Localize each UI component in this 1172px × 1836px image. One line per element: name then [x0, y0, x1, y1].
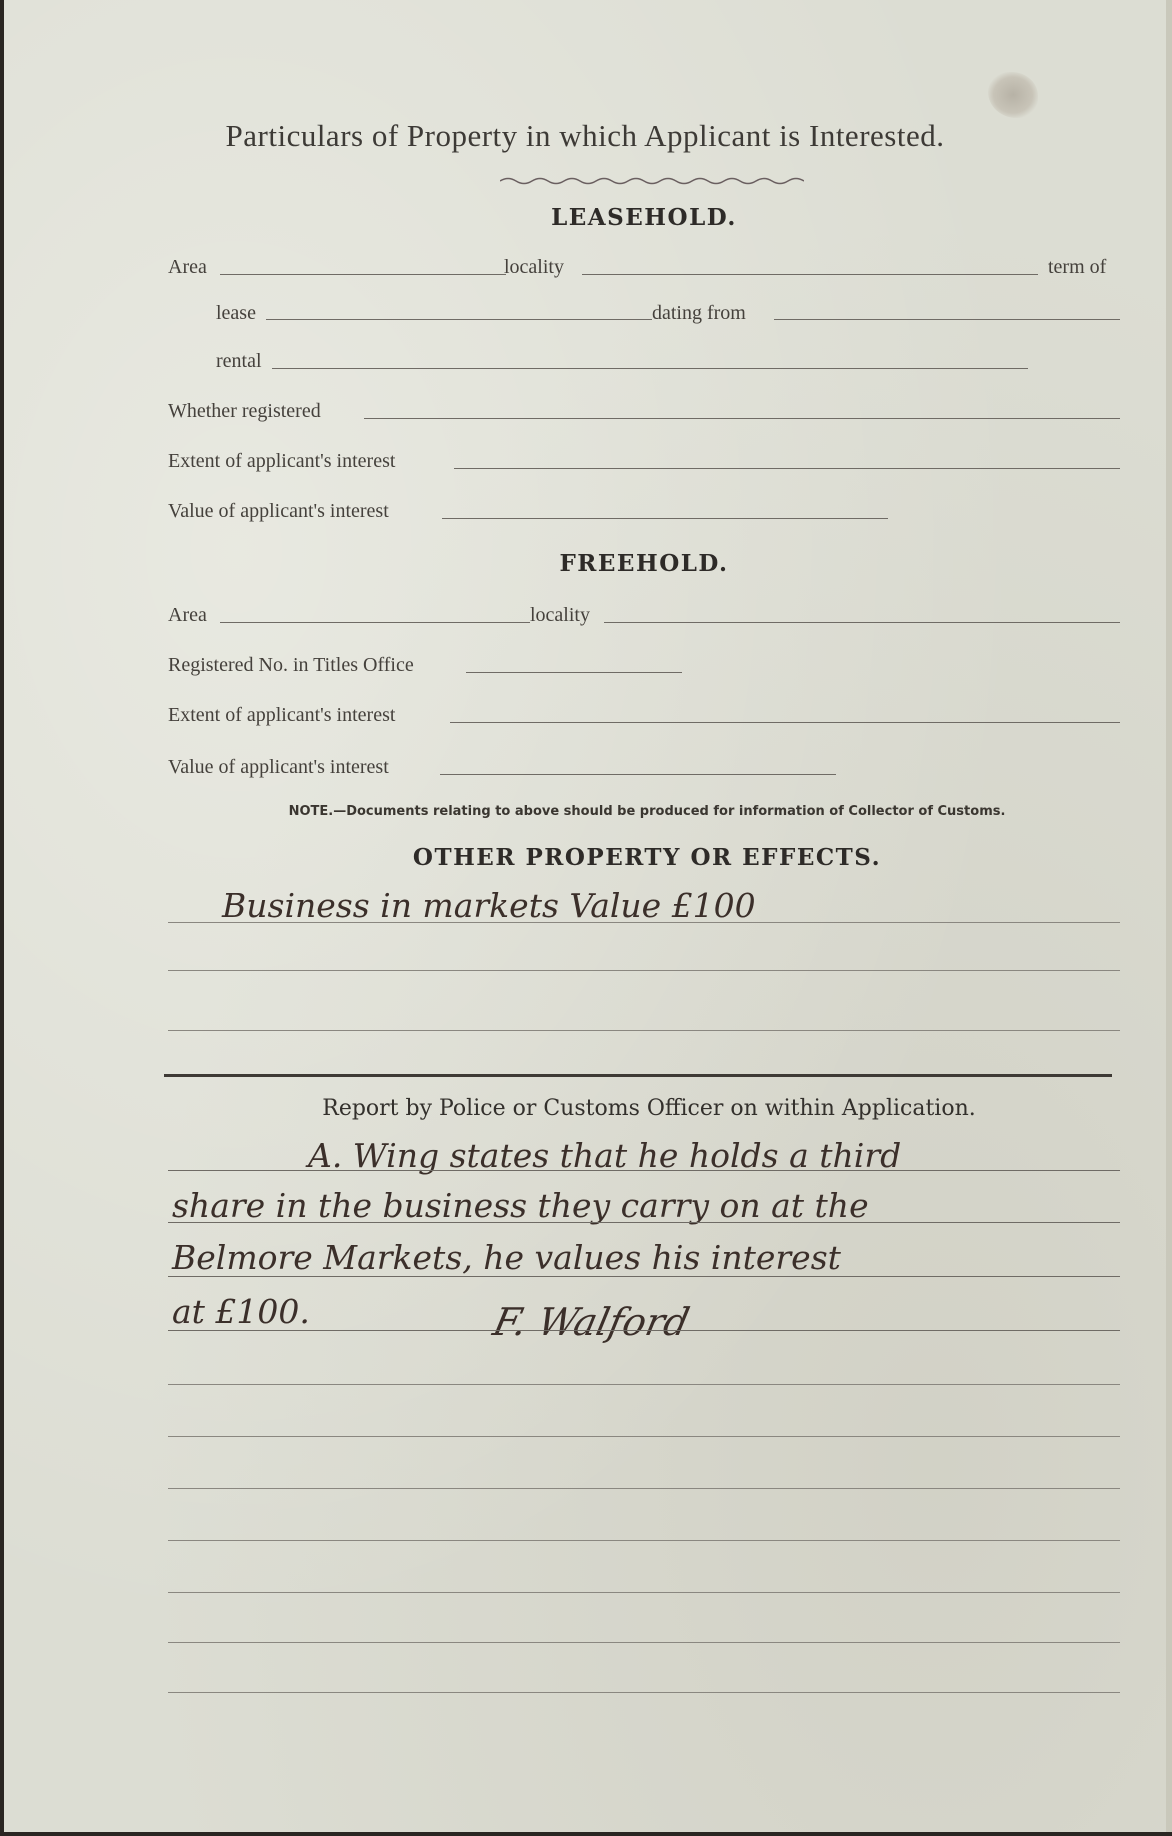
report-line-3: Belmore Markets, he values his interest — [172, 1238, 841, 1277]
report-rule-2[interactable] — [168, 1222, 1120, 1223]
other-property-line-1[interactable] — [168, 922, 1120, 923]
leasehold-locality-line[interactable] — [582, 274, 1038, 275]
report-line-4: at £100. — [172, 1292, 310, 1331]
section-divider — [164, 1074, 1112, 1077]
customs-note: NOTE.—Documents relating to above should be produced for information of Collector of Customs. — [288, 804, 1006, 819]
other-property-heading: OTHER PROPERTY OR EFFECTS. — [412, 844, 882, 871]
report-line-1: A. Wing states that he holds a third — [308, 1136, 902, 1175]
leasehold-registered-line[interactable] — [364, 418, 1120, 419]
other-property-line-3[interactable] — [168, 1030, 1120, 1031]
report-rule-9[interactable] — [168, 1592, 1120, 1593]
freehold-area-label: Area — [168, 604, 207, 626]
report-line-2: share in the business they carry on at the — [172, 1186, 869, 1225]
report-rule-11[interactable] — [168, 1692, 1120, 1693]
leasehold-area-line[interactable] — [220, 274, 506, 275]
title-ornament — [500, 176, 804, 186]
freehold-locality-label: locality — [530, 604, 590, 626]
freehold-registered-no-label: Registered No. in Titles Office — [168, 654, 414, 676]
form-title: Particulars of Property in which Applicant is Interested. — [225, 118, 945, 153]
leasehold-lease-line[interactable] — [266, 319, 652, 320]
freehold-area-line[interactable] — [220, 622, 530, 623]
leasehold-locality-label: locality — [504, 256, 564, 278]
report-rule-3[interactable] — [168, 1276, 1120, 1277]
report-rule-6[interactable] — [168, 1436, 1120, 1437]
leasehold-dating-label: dating from — [652, 302, 746, 324]
freehold-value-line[interactable] — [440, 774, 836, 775]
freehold-extent-label: Extent of applicant's interest — [168, 704, 396, 726]
freehold-extent-line[interactable] — [450, 722, 1120, 723]
report-rule-4[interactable] — [168, 1330, 1120, 1331]
leasehold-dating-line[interactable] — [774, 319, 1120, 320]
report-heading: Report by Police or Customs Officer on within Application. — [322, 1096, 976, 1121]
leasehold-area-label: Area — [168, 256, 207, 278]
report-rule-8[interactable] — [168, 1540, 1120, 1541]
leasehold-extent-line[interactable] — [454, 468, 1120, 469]
leasehold-value-label: Value of applicant's interest — [168, 500, 389, 522]
leasehold-lease-label: lease — [216, 302, 256, 324]
report-rule-10[interactable] — [168, 1642, 1120, 1643]
document-page — [4, 0, 1172, 1832]
freehold-registered-no-line[interactable] — [466, 672, 682, 673]
leasehold-term-label: term of — [1048, 256, 1107, 278]
report-rule-1[interactable] — [168, 1170, 1120, 1171]
other-property-entry: Business in markets Value £100 — [222, 886, 756, 925]
other-property-line-2[interactable] — [168, 970, 1120, 971]
report-rule-7[interactable] — [168, 1488, 1120, 1489]
leasehold-heading: LEASEHOLD. — [551, 204, 737, 231]
leasehold-rental-line[interactable] — [272, 368, 1028, 369]
report-rule-5[interactable] — [168, 1384, 1120, 1385]
officer-signature: F. Walford — [489, 1300, 694, 1344]
freehold-locality-line[interactable] — [604, 622, 1120, 623]
paper-stain — [988, 72, 1038, 118]
freehold-value-label: Value of applicant's interest — [168, 756, 389, 778]
leasehold-value-line[interactable] — [442, 518, 888, 519]
leasehold-registered-label: Whether registered — [168, 400, 321, 422]
leasehold-rental-label: rental — [216, 350, 262, 372]
leasehold-extent-label: Extent of applicant's interest — [168, 450, 396, 472]
freehold-heading: FREEHOLD. — [559, 550, 729, 577]
